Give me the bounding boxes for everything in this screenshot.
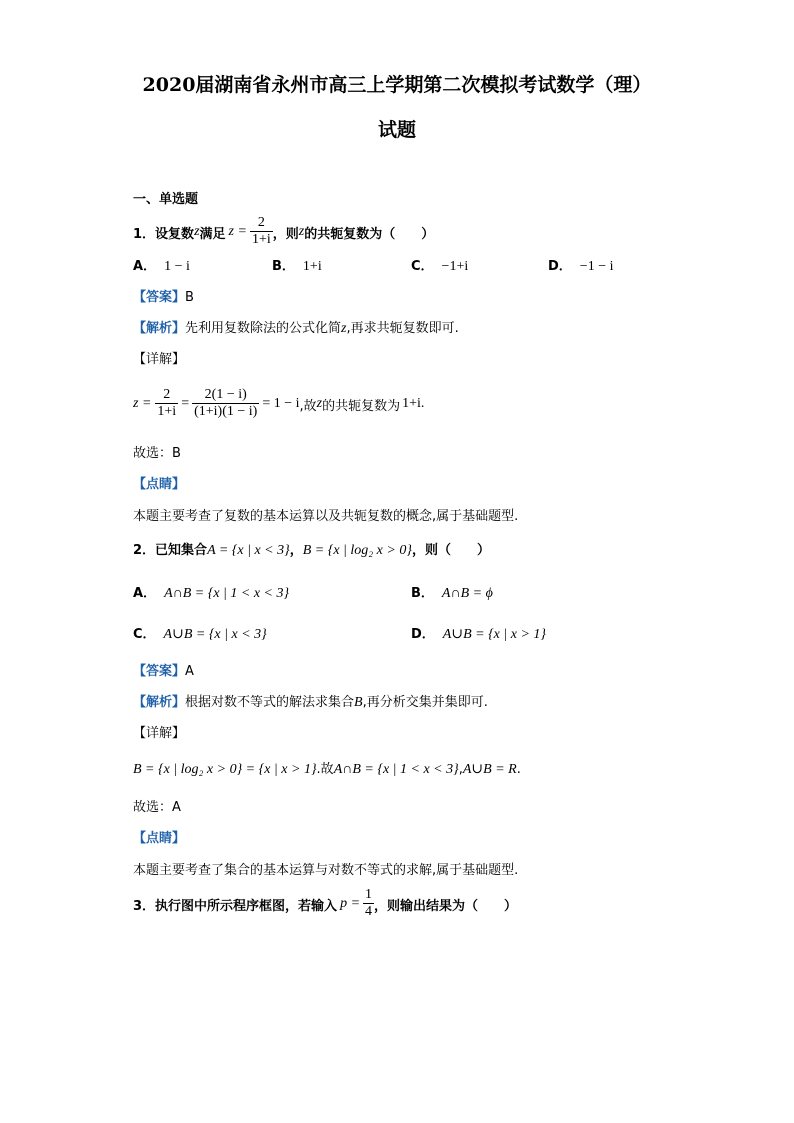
option-d: D． A∪B = {x | x > 1} (411, 627, 546, 642)
analysis-tag: 【解析】 (133, 321, 186, 336)
question-1-stem: 1． 设复数 z 满足 z = $\frac{2}{1+i}$ ，则 z 的共轭复数为（ ） (133, 215, 435, 247)
option-c: C． −1+i (411, 259, 469, 274)
section-heading: 一、单选题 (133, 192, 199, 207)
choice-line: 故选：B (133, 446, 181, 461)
option-b: B． A∩B = ϕ (411, 586, 493, 601)
doc-title-line2: 试题 (377, 119, 416, 141)
solution-equation: B = {x | log₂ x > 0} = {x | x > 1}.故A∩B = {x | 1 < x < 3},A∪B = R. (133, 762, 521, 777)
option-a: A． 1 − i (133, 259, 190, 274)
answer-tag: 【答案】 (133, 664, 186, 679)
analysis-line: 【解析】根据对数不等式的解法求集合B,再分析交集并集即可. (133, 695, 488, 710)
answer-line: 【答案】B (133, 290, 194, 305)
question-number: 2． (133, 543, 156, 558)
comment-text: 本题主要考查了集合的基本运算与对数不等式的求解,属于基础题型. (133, 863, 519, 878)
option-a: A． A∩B = {x | 1 < x < 3} (133, 586, 290, 601)
fraction: $\frac{2}{1+i}$ (157, 387, 177, 419)
comment-tag: 【点睛】 (133, 831, 186, 846)
option-c: C． A∪B = {x | x < 3} (133, 627, 267, 642)
choice-line: 故选：A (133, 800, 181, 815)
option-d: D． −1 − i (548, 259, 614, 274)
detail-tag: 【详解】 (133, 726, 186, 741)
question-number: 1． (133, 226, 156, 242)
detail-tag: 【详解】 (133, 352, 186, 367)
answer-line: 【答案】A (133, 664, 194, 679)
analysis-tag: 【解析】 (133, 695, 186, 710)
doc-title-line1: 2020届湖南省永州市高三上学期第二次模拟考试数学（理） (142, 74, 652, 96)
question-2-stem: 2．已知集合A = {x | x < 3}，B = {x | log₂ x > 0}，则（ ） (133, 543, 490, 558)
answer-tag: 【答案】 (133, 290, 186, 305)
fraction: $\frac{2}{1+i}$ (251, 215, 271, 247)
comment-text: 本题主要考查了复数的基本运算以及共轭复数的概念,属于基础题型. (133, 509, 519, 524)
comment-tag: 【点睛】 (133, 477, 186, 492)
fraction: $\frac{1}{4}$ (365, 887, 373, 919)
question-number: 3． (133, 898, 156, 914)
option-b: B． 1+i (272, 259, 322, 274)
solution-equation: z = $\frac{2}{1+i}$ = $\frac{2(1 - i)}{(1+i)(1 - i)}$ = 1 − i ,故 z 的共轭复数为 1+i . (133, 387, 425, 419)
analysis-line: 【解析】先利用复数除法的公式化简z,再求共轭复数即可. (133, 321, 459, 336)
question-3-stem: 3． 执行图中所示程序框图，若输入 p = $\frac{1}{4}$ ，则输出结果为（ ） (133, 887, 518, 919)
fraction: $\frac{2(1 - i)}{(1+i)(1 - i)}$ (194, 387, 258, 419)
